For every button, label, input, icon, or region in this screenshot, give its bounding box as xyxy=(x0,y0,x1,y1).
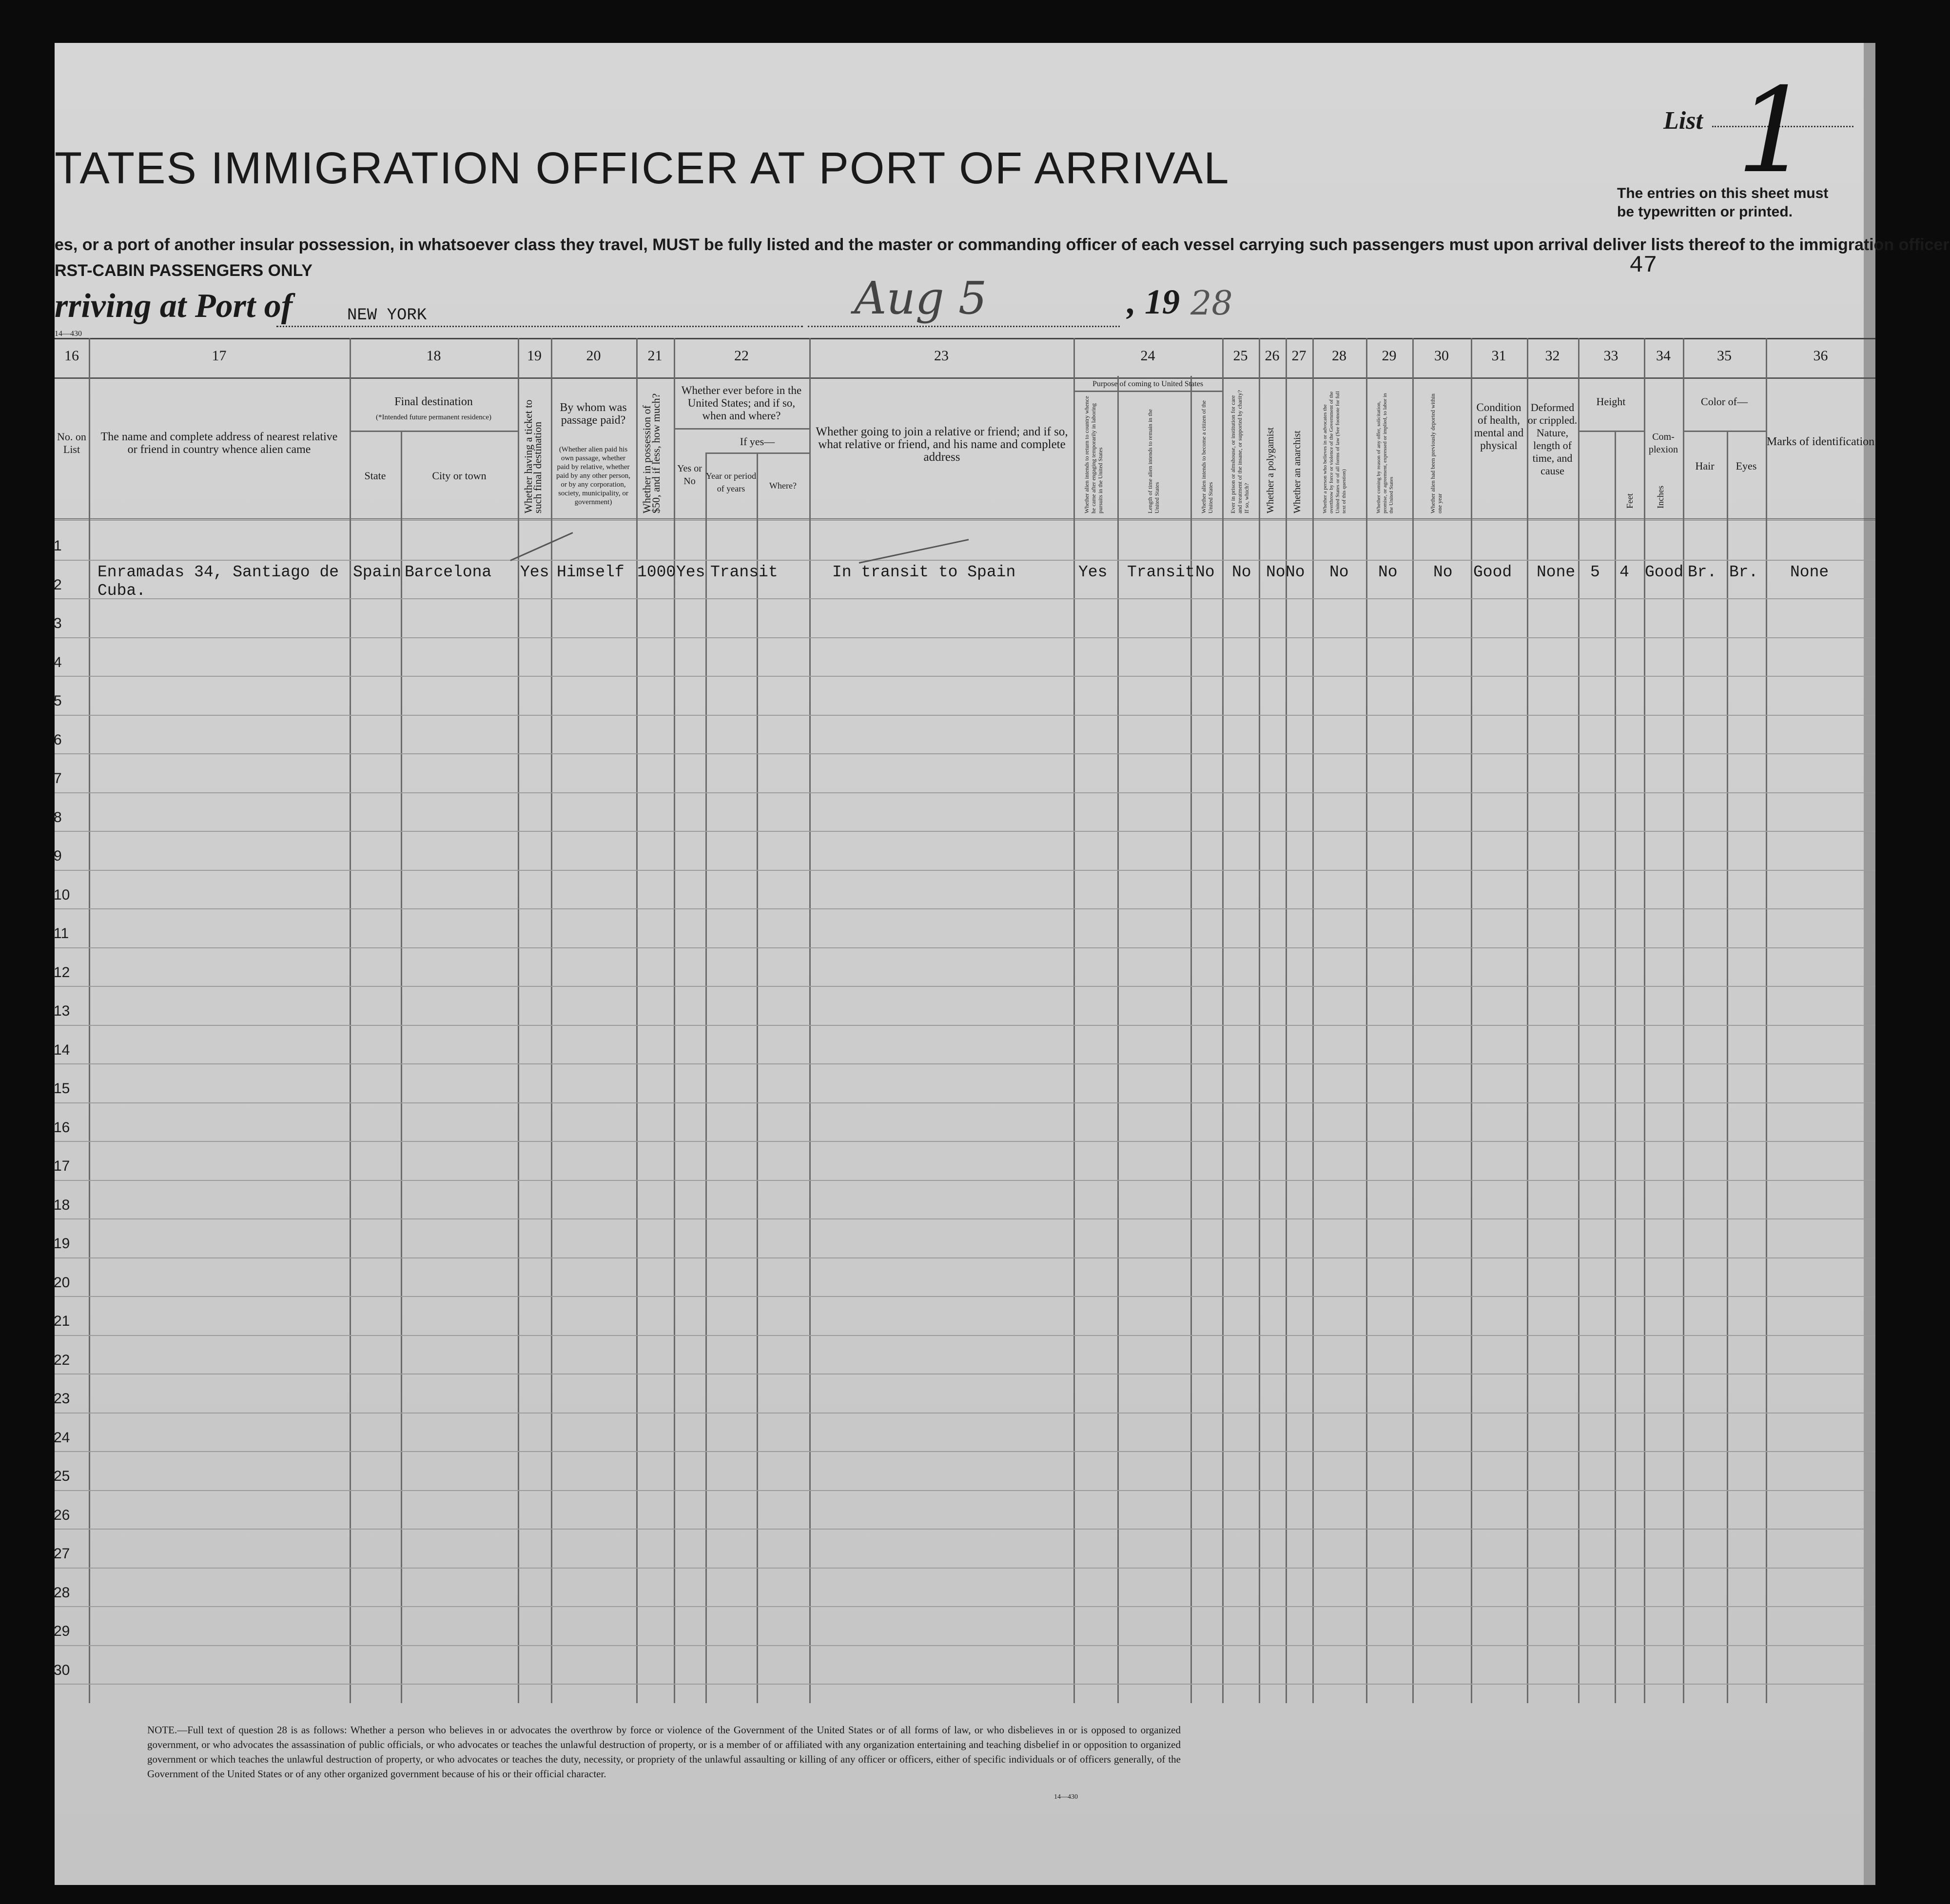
table-row xyxy=(55,1296,1875,1297)
header-final-destination: Final destination xyxy=(394,395,473,408)
table-row xyxy=(55,1645,1875,1646)
header-inches: Inches xyxy=(1656,486,1665,509)
col-divider xyxy=(1073,338,1075,1703)
column-number: 18 xyxy=(426,348,441,364)
header-paid-by-note: (Whether alien paid his own passage, whether paid by relative, whether paid by any other person, or by any corporation, society, municipality, or government) xyxy=(556,446,631,506)
col-divider xyxy=(1259,338,1260,1703)
column-number: 20 xyxy=(586,348,601,364)
column-number: 33 xyxy=(1603,348,1618,364)
header-anarchist: Whether an anarchist xyxy=(1292,431,1303,513)
year-prefix: , 19 xyxy=(1127,282,1180,321)
row-number: 1 xyxy=(54,538,62,554)
row-number: 30 xyxy=(54,1662,70,1678)
entry-relative-address-cont: Cuba. xyxy=(98,582,146,600)
entry-prison: No xyxy=(1232,563,1251,581)
entry-complexion: Good xyxy=(1645,563,1684,581)
header-height: Height xyxy=(1596,395,1626,408)
column-number: 21 xyxy=(647,348,663,364)
header-complexion: Com- plexion xyxy=(1649,432,1678,455)
table-row xyxy=(55,753,1875,754)
column-number: 26 xyxy=(1265,348,1280,364)
entry-city: Barcelona xyxy=(405,563,492,581)
header-city: City or town xyxy=(432,470,487,482)
row-number: 11 xyxy=(54,925,69,942)
table-row xyxy=(55,1257,1875,1258)
col-divider xyxy=(705,452,707,1703)
entry-ticket: Yes xyxy=(520,563,549,581)
entry-citizen: No xyxy=(1195,563,1215,581)
header-deported: Whether alien had been previously deported within one year xyxy=(1429,393,1443,513)
header-hair: Hair xyxy=(1695,460,1715,472)
table-row xyxy=(55,870,1875,871)
manifest-table xyxy=(55,338,1875,1703)
subheader-rule xyxy=(705,452,809,454)
entry-marks: None xyxy=(1790,563,1829,581)
col-divider xyxy=(636,338,638,1703)
row-number: 10 xyxy=(54,886,70,903)
column-number: 32 xyxy=(1545,348,1560,364)
entry-health: Good xyxy=(1473,563,1512,581)
col-divider xyxy=(1766,338,1767,1703)
footnote: NOTE.—Full text of question 28 is as follows: Whether a person who believes in or advocates the overthrow by force or violence of the Government of the United States or of all forms of law, or who disbelieves in or is opposed to organized government, or who advocates the assassination of public officials, or who advocates or teaches the unlawful destruction of property, or is a member of or affiliated with any organization entertaining and teaching disbelief in or opposition to organized government or which teaches the unlawful destruction of property, or who advocates or teaches the duty, necessity, or propriety of the unlawful assaulting or killing of any officer or officers, either of specific individuals or of officers generally, of the Government of the United States or of any other organized government because of his or their official character. xyxy=(147,1724,1181,1780)
row-number: 27 xyxy=(54,1546,70,1562)
row-number: 4 xyxy=(54,654,62,670)
row-number: 19 xyxy=(54,1236,70,1252)
header-return-intent: Whether alien intends to return to country whence he came after engaging temporarily in laboring pursuits in the United States xyxy=(1083,396,1104,513)
header-purpose: Purpose of coming to United States xyxy=(1092,380,1204,388)
col-divider xyxy=(1471,338,1472,1703)
entry-polygamist: No xyxy=(1266,563,1286,581)
column-number: 22 xyxy=(734,348,749,364)
table-row xyxy=(55,1335,1875,1336)
column-number: 28 xyxy=(1332,348,1346,364)
column-number: 34 xyxy=(1656,348,1671,364)
subheader-rule xyxy=(350,431,518,432)
header-before-in-us: Whether ever before in the United States; and if so, when and where? xyxy=(681,384,802,422)
subheader-rule xyxy=(1578,431,1644,432)
header-no-on-list: No. on List xyxy=(57,431,86,455)
header-eyes: Eyes xyxy=(1736,460,1757,472)
port-dotted-line xyxy=(276,326,803,327)
form-code: 14—430 xyxy=(55,330,82,338)
table-row xyxy=(55,1218,1875,1219)
col-divider xyxy=(1412,338,1414,1703)
entry-before-in-us: Yes xyxy=(676,563,705,581)
column-number: 31 xyxy=(1491,348,1506,364)
entry-join: In transit to Spain xyxy=(832,563,1016,581)
col-divider xyxy=(1683,338,1684,1703)
table-row xyxy=(55,947,1875,948)
header-period: Year or period of years xyxy=(705,471,757,493)
header-length-stay: Length of time alien intends to remain in the United States xyxy=(1147,409,1160,513)
entry-hair: Br. xyxy=(1688,563,1717,581)
col-divider xyxy=(1727,431,1728,1703)
column-number: 16 xyxy=(64,348,79,364)
port-value: NEW YORK xyxy=(347,306,427,325)
entry-inches: 4 xyxy=(1619,563,1629,581)
table-row xyxy=(55,1684,1875,1685)
row-number: 6 xyxy=(54,731,62,748)
table-row xyxy=(55,715,1875,716)
col-divider xyxy=(1578,338,1580,1703)
row-number: 9 xyxy=(54,848,62,864)
row-number: 3 xyxy=(54,615,62,631)
row-number: 14 xyxy=(54,1041,70,1058)
table-row xyxy=(55,1025,1875,1026)
header-paid-by: By whom was passage paid? xyxy=(560,401,627,427)
entry-anarchist: No xyxy=(1286,563,1305,581)
table-row xyxy=(55,1102,1875,1103)
entry-eyes: Br. xyxy=(1729,563,1758,581)
date-dotted-line xyxy=(808,326,1120,327)
header-feet: Feet xyxy=(1625,493,1635,509)
table-row xyxy=(55,1063,1875,1064)
table-row xyxy=(55,637,1875,638)
row-number: 7 xyxy=(54,770,62,786)
list-number-handwritten: 1 xyxy=(1736,62,1811,199)
entry-length-stay: Transit xyxy=(1127,563,1195,581)
list-label: List xyxy=(1663,107,1703,135)
port-label: rriving at Port of xyxy=(55,287,293,325)
column-number: 24 xyxy=(1140,348,1155,364)
col-divider xyxy=(1644,338,1645,1703)
header-divider xyxy=(55,518,1875,520)
table-row xyxy=(55,908,1875,909)
subheader-rule xyxy=(1683,431,1766,432)
entry-period: Transit xyxy=(710,563,778,581)
row-number: 29 xyxy=(54,1623,70,1639)
col-divider xyxy=(1615,431,1616,1703)
entry-deported: No xyxy=(1433,563,1453,581)
table-row xyxy=(55,1568,1875,1569)
row-number: 17 xyxy=(54,1158,70,1174)
col-divider xyxy=(1312,338,1314,1703)
page-title: TATES IMMIGRATION OFFICER AT PORT OF ARRIVAL xyxy=(55,143,1230,193)
header-ticket: Whether having a ticket to such final destination xyxy=(522,399,544,513)
row-number: 23 xyxy=(54,1391,70,1407)
row-number: 26 xyxy=(54,1507,70,1523)
col-divider xyxy=(1222,338,1224,1703)
col-divider xyxy=(1527,338,1528,1703)
table-row xyxy=(55,1490,1875,1491)
row-number: 24 xyxy=(54,1429,70,1446)
header-relative-address: The name and complete address of nearest relative or friend in country whence alien came xyxy=(100,431,338,456)
row-number: 25 xyxy=(54,1468,70,1484)
column-number: 30 xyxy=(1434,348,1449,364)
table-row xyxy=(55,1451,1875,1452)
row-number: 15 xyxy=(54,1080,70,1097)
column-number: 35 xyxy=(1717,348,1732,364)
col-divider xyxy=(1117,376,1119,1703)
manifest-sheet xyxy=(54,43,1950,1885)
col-divider xyxy=(89,338,90,1703)
header-join-relative: Whether going to join a relative or friend; and if so, what relative or friend, and his name and complete address xyxy=(816,425,1068,464)
entry-state: Spain xyxy=(353,563,402,581)
header-health: Condition of health, mental and physical xyxy=(1474,401,1524,451)
column-number: 36 xyxy=(1813,348,1828,364)
entry-feet: 5 xyxy=(1590,563,1600,581)
column-number: 25 xyxy=(1233,348,1248,364)
subheader-rule xyxy=(674,428,809,430)
row-number: 21 xyxy=(54,1313,70,1329)
cabin-class-line: RST-CABIN PASSENGERS ONLY xyxy=(55,261,312,280)
entry-deformed: None xyxy=(1537,563,1576,581)
header-deformed: Deformed or crippled. Nature, length of time, and cause xyxy=(1527,401,1578,477)
header-overthrow: Whether a person who believes in or advocates the overthrow by force or violence of the Government of the United States or of all forms of law (See footnote for full text of this question) xyxy=(1322,391,1347,513)
checkmark-tick xyxy=(510,532,573,561)
col-divider xyxy=(401,431,402,1703)
entry-return-intent: Yes xyxy=(1078,563,1108,581)
header-offer: Whether coming by reason of any offer, solicitation, promise, or agreement, expressed or implied, to labor in the United States xyxy=(1376,393,1394,513)
col-divider xyxy=(518,338,519,1703)
row-number: 8 xyxy=(54,809,62,825)
header-where: Where? xyxy=(769,481,797,491)
col-divider xyxy=(1366,338,1367,1703)
header-state: State xyxy=(364,470,386,482)
table-row xyxy=(55,1529,1875,1530)
col-divider xyxy=(350,338,351,1703)
row-number: 28 xyxy=(54,1584,70,1601)
table-row xyxy=(55,1141,1875,1142)
row-number: 16 xyxy=(54,1119,70,1136)
row-number: 5 xyxy=(54,693,62,709)
row-number: 18 xyxy=(54,1197,70,1213)
row-number: 12 xyxy=(54,964,70,981)
arrival-date-handwritten: Aug 5 xyxy=(854,272,987,324)
col-divider xyxy=(757,452,758,1703)
header-prison: Ever in prison or almshouse, or institution for care and treatment of the insane, or supported by charity? If so, which? xyxy=(1229,390,1250,513)
col-divider xyxy=(674,338,675,1703)
column-number: 27 xyxy=(1291,348,1306,364)
entries-note: The entries on this sheet must be typewritten or printed. xyxy=(1617,185,1829,220)
header-yes-no: Yes or No xyxy=(677,463,702,487)
entry-overthrow: No xyxy=(1329,563,1349,581)
footnote-code: 14—430 xyxy=(1054,1793,1078,1801)
table-row xyxy=(55,560,1875,561)
table-row xyxy=(55,986,1875,987)
table-row xyxy=(55,831,1875,832)
row-number: 22 xyxy=(54,1352,70,1368)
row-number: 13 xyxy=(54,1003,70,1019)
header-money: Whether in possession of $50, and if less, how much? xyxy=(641,393,662,513)
table-row xyxy=(55,792,1875,793)
table-row xyxy=(55,598,1875,599)
table-row xyxy=(55,676,1875,677)
row-number: 20 xyxy=(54,1274,70,1291)
header-polygamist: Whether a polygamist xyxy=(1265,427,1276,513)
entry-offer: No xyxy=(1378,563,1398,581)
header-final-destination-note: (*Intended future permanent residence) xyxy=(376,413,491,421)
col-divider xyxy=(809,338,811,1703)
column-number: 23 xyxy=(934,348,949,364)
column-number: 19 xyxy=(527,348,542,364)
row-number: 2 xyxy=(54,576,62,593)
table-row xyxy=(55,1606,1875,1607)
header-marks: Marks of identification xyxy=(1766,435,1875,448)
subheader-rule xyxy=(1073,391,1222,392)
column-number: 29 xyxy=(1382,348,1397,364)
instruction-line: es, or a port of another insular possession, in whatsoever class they travel, MUST be fully listed and the master or commanding officer of each vessel carrying such passengers must upon arrival deliver lists thereof to the immigration officer xyxy=(55,236,1950,254)
header-color-of: Color of— xyxy=(1701,395,1748,408)
entry-paid-by: Himself xyxy=(557,563,624,581)
entry-relative-address: Enramadas 34, Santiago de xyxy=(98,563,339,581)
col-divider xyxy=(1286,338,1287,1703)
header-citizen-intent: Whether alien intends to become a citizen of the United States xyxy=(1200,400,1214,513)
stamp-number: 47 xyxy=(1629,253,1658,279)
header-if-yes: If yes— xyxy=(740,435,775,448)
entry-money: 1000 xyxy=(637,563,676,581)
table-row xyxy=(55,1180,1875,1181)
year-handwritten: 28 xyxy=(1190,284,1233,323)
column-number: 17 xyxy=(212,348,227,364)
